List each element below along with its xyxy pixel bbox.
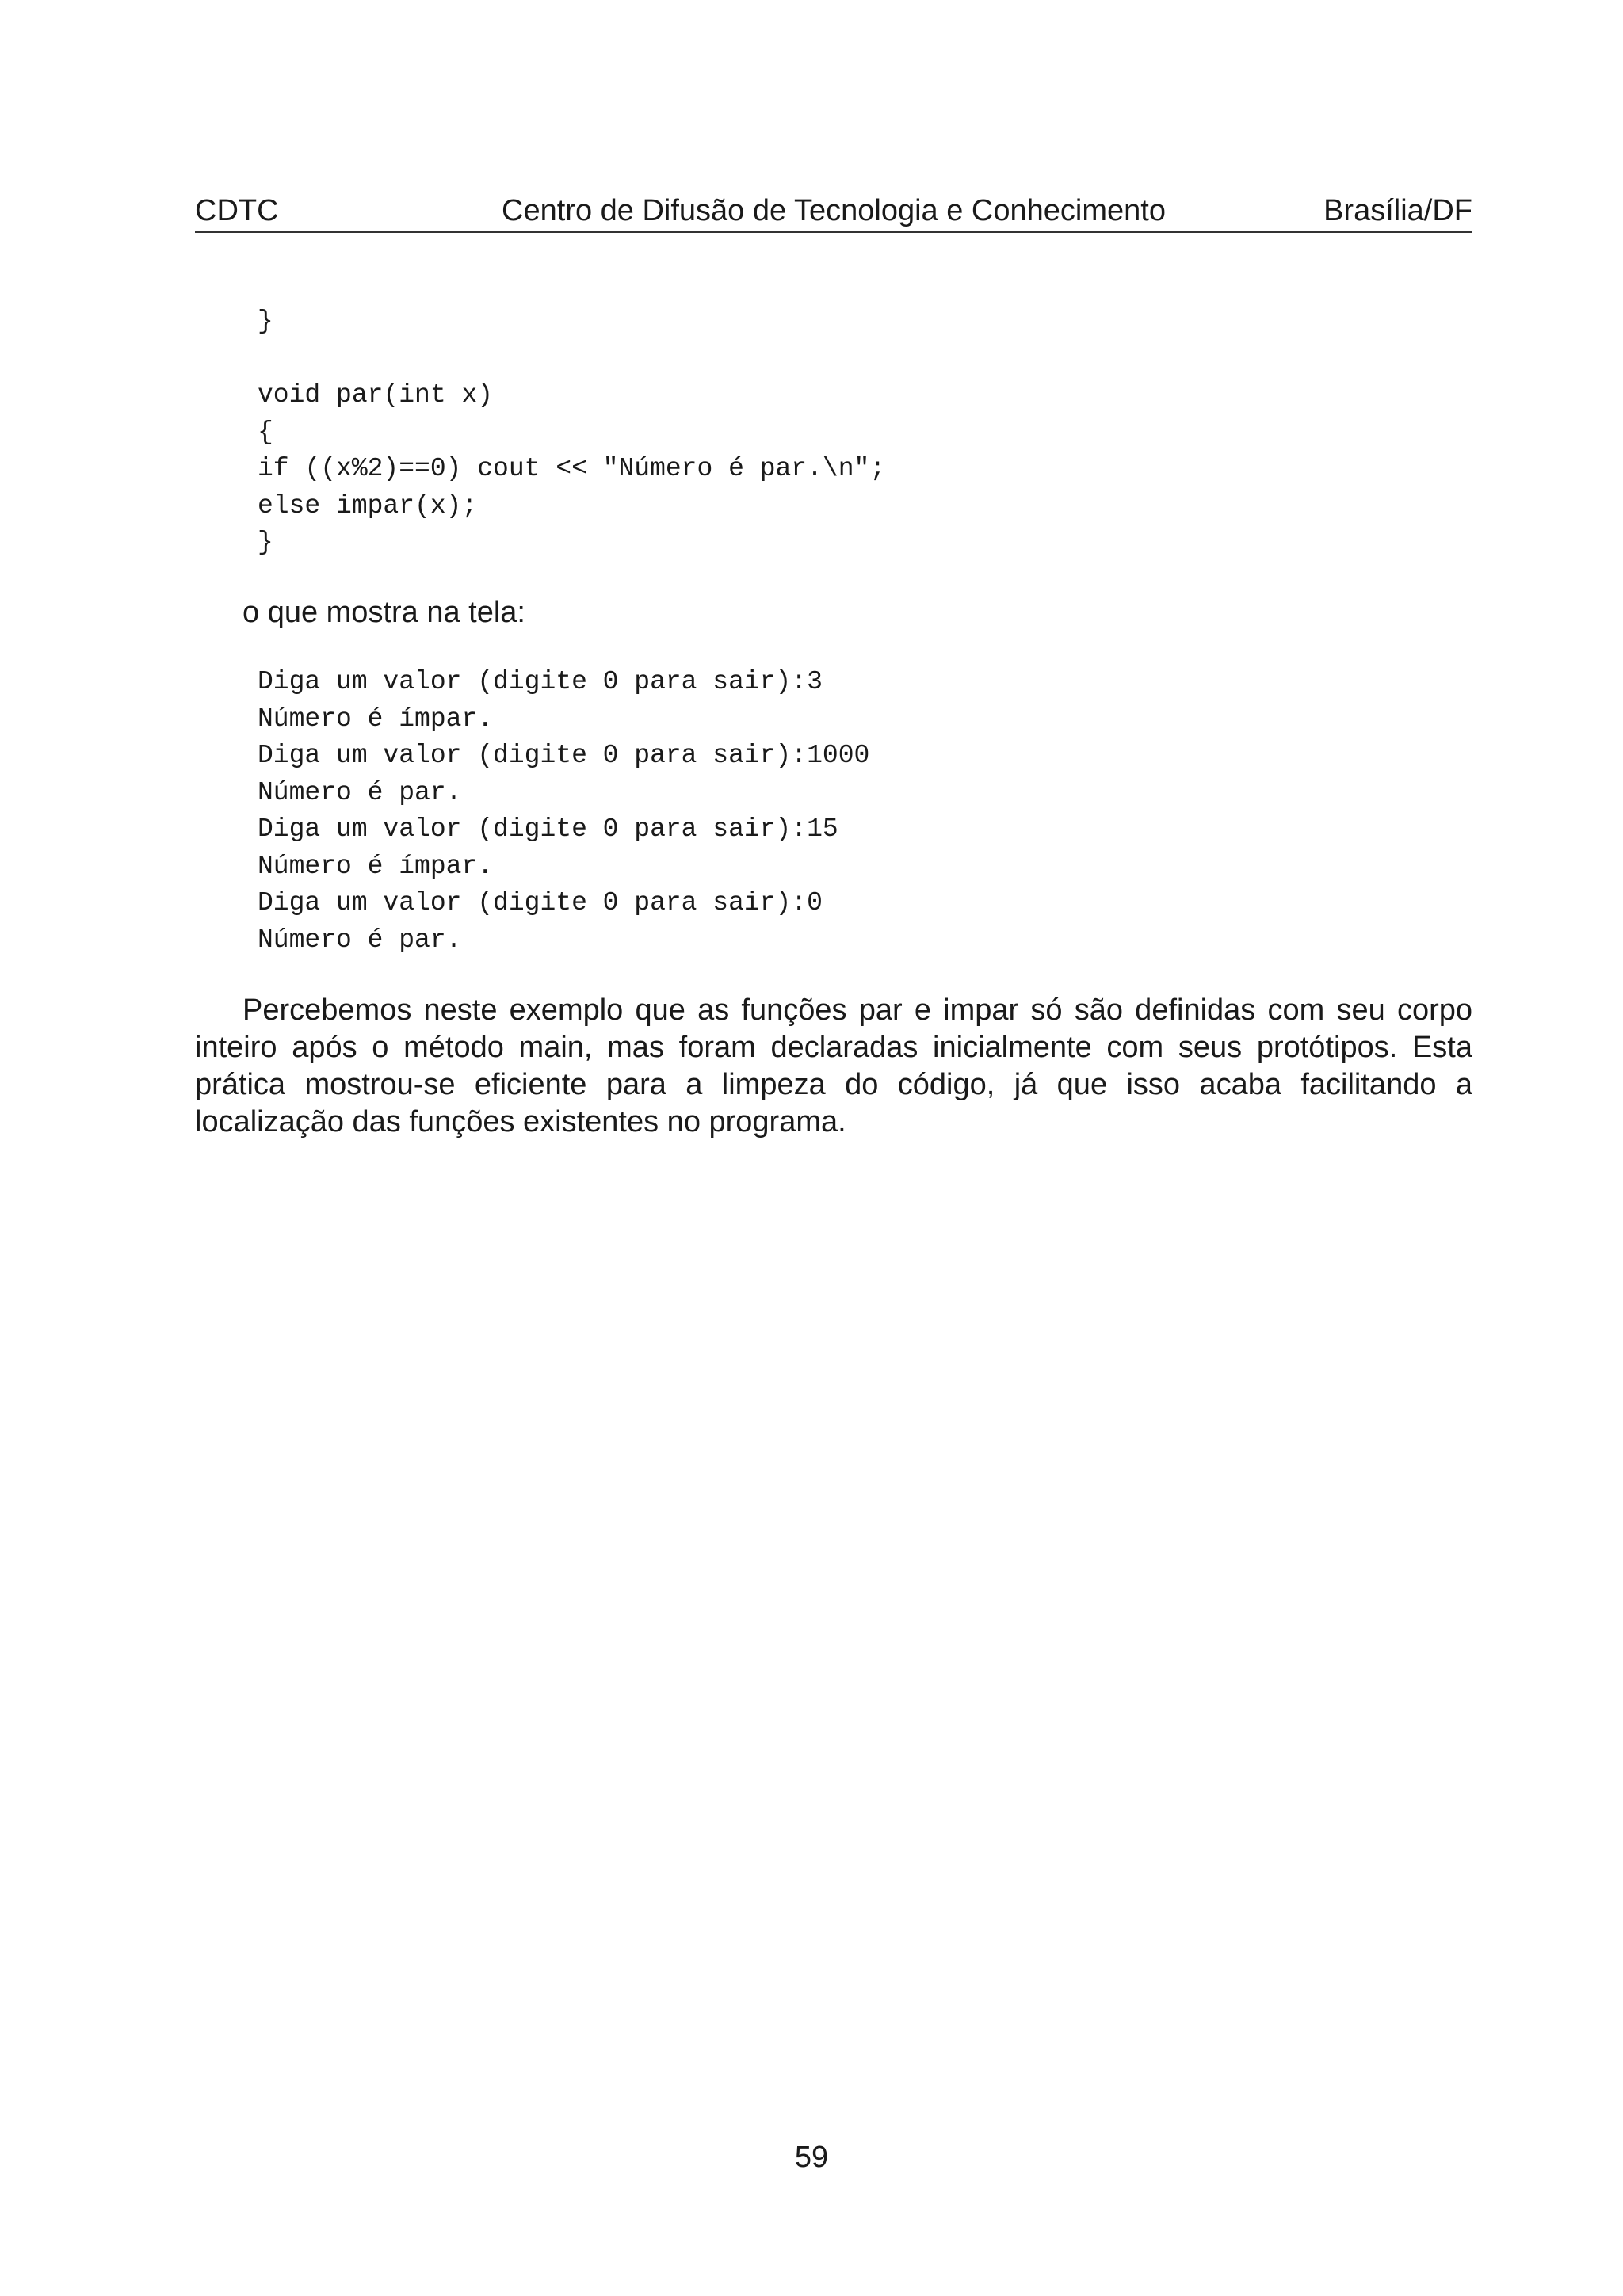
output-line: Número é ímpar. (258, 851, 494, 881)
page-header (195, 190, 1472, 233)
output-line: Diga um valor (digite 0 para sair):0 (258, 888, 823, 917)
code-block-output (258, 664, 869, 959)
output-line: Diga um valor (digite 0 para sair):15 (258, 814, 838, 844)
output-line: Diga um valor (digite 0 para sair):3 (258, 667, 823, 696)
page-number: 59 (794, 2141, 829, 2174)
code-line: if ((x%2)==0) cout << "Número é par.\n"; (258, 454, 886, 483)
code-line: else impar(x); (258, 490, 478, 521)
body-paragraph: Percebemos neste exemplo que as funções par e impar só são definidas com seu corpo inteiro após o método main, mas foram declaradas inicialmente com seus protótipos. Esta prática mostrou-se eficiente para a limpeza do código, já que isso acaba facilitando a localização das funções existentes no programa. (195, 994, 1472, 1138)
output-line: Diga um valor (digite 0 para sair):1000 (258, 741, 870, 770)
header-center: Centro de Difusão de Tecnologia e Conhecimento (502, 194, 1166, 227)
code-line (258, 341, 885, 378)
code-line: } (258, 307, 273, 336)
intro-text: o que mostra na tela: (242, 596, 525, 629)
code-line: void par(int x) (258, 380, 494, 410)
header-left: CDTC (195, 194, 279, 227)
output-line: Número é par. (258, 777, 462, 807)
code-block-source (258, 303, 885, 562)
code-line: } (258, 528, 273, 557)
output-line: Número é ímpar. (258, 704, 494, 734)
header-right: Brasília/DF (1323, 194, 1472, 227)
output-line: Número é par. (258, 925, 462, 955)
code-line: { (258, 417, 273, 447)
